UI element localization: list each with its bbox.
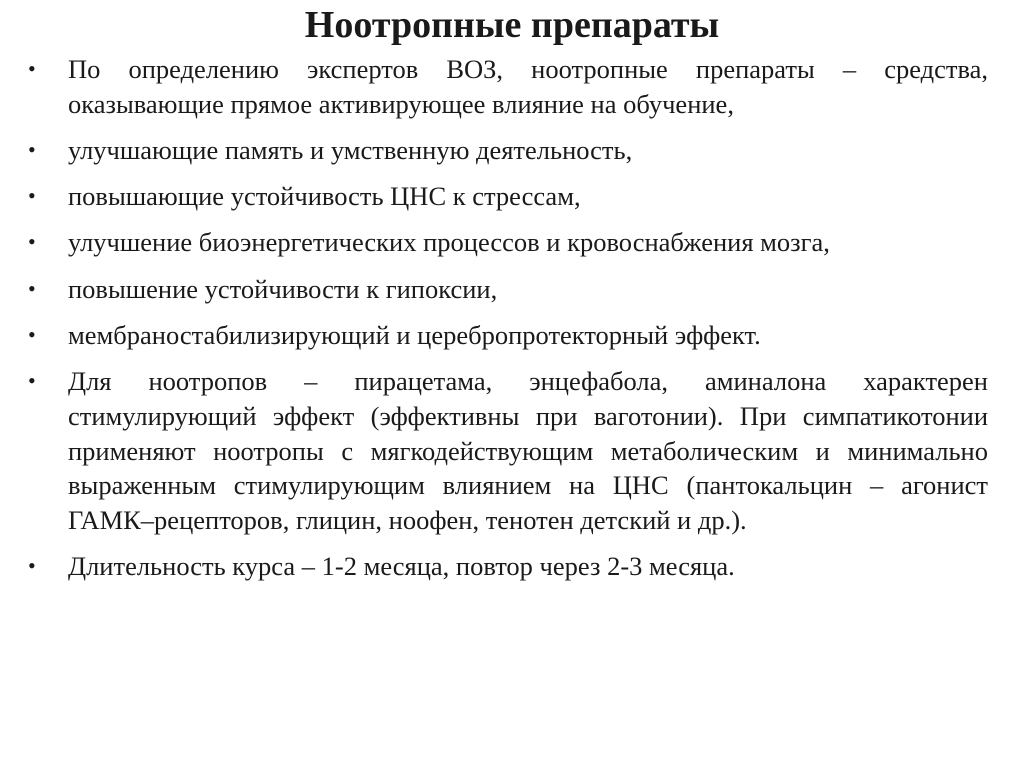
bullet-marker: • (28, 553, 36, 579)
bullet-marker: • (28, 229, 36, 255)
bullet-item-7 (28, 549, 988, 584)
bullet-item-3 (28, 225, 988, 260)
bullet-item-1 (28, 133, 988, 168)
bullet-text: мембраностабилизирующий и церебропротекторный эффект. (68, 319, 761, 350)
bullet-marker: • (28, 56, 36, 81)
bullet-text: улучшающие память и умственную деятельность, (68, 134, 633, 165)
bullet-text: улучшение биоэнергетических процессов и кровоснабжения мозга, (68, 227, 830, 258)
bullet-text: повышающие устойчивость ЦНС к стрессам, (68, 181, 581, 212)
bullet-marker: • (28, 321, 36, 347)
bullet-list (28, 52, 988, 584)
bullet-marker: • (28, 275, 36, 301)
bullet-item-4 (28, 272, 988, 307)
bullet-text: По определению экспертов ВОЗ, ноотропные препараты – средства, оказывающие прямое активирующее влияние на обучение, (68, 54, 988, 119)
bullet-item-0 (28, 52, 988, 122)
bullet-item-5 (28, 318, 988, 353)
bullet-marker: • (28, 367, 36, 393)
bullet-marker: • (28, 136, 36, 162)
bullet-text: Для ноотропов – пирацетама, энцефабола, аминалона характерен стимулирующий эффект (эффективны при ваготонии). При симпатикотонии применяют ноотропы с мягкодействующим метаболическим и минимально выраженным стимулирующим влиянием на ЦНС (пантокальцин – агонист ГАМК–рецепторов, глицин, ноофен, тенотен детский и др.). (68, 365, 988, 536)
bullet-item-2 (28, 179, 988, 214)
bullet-text: Длительность курса – 1-2 месяца, повтор через 2-3 месяца. (68, 551, 735, 582)
bullet-marker: • (28, 183, 36, 209)
slide-title: Ноотропные препараты (304, 4, 720, 46)
bullet-item-6 (28, 364, 988, 538)
bullet-text: повышение устойчивости к гипоксии, (68, 273, 498, 304)
